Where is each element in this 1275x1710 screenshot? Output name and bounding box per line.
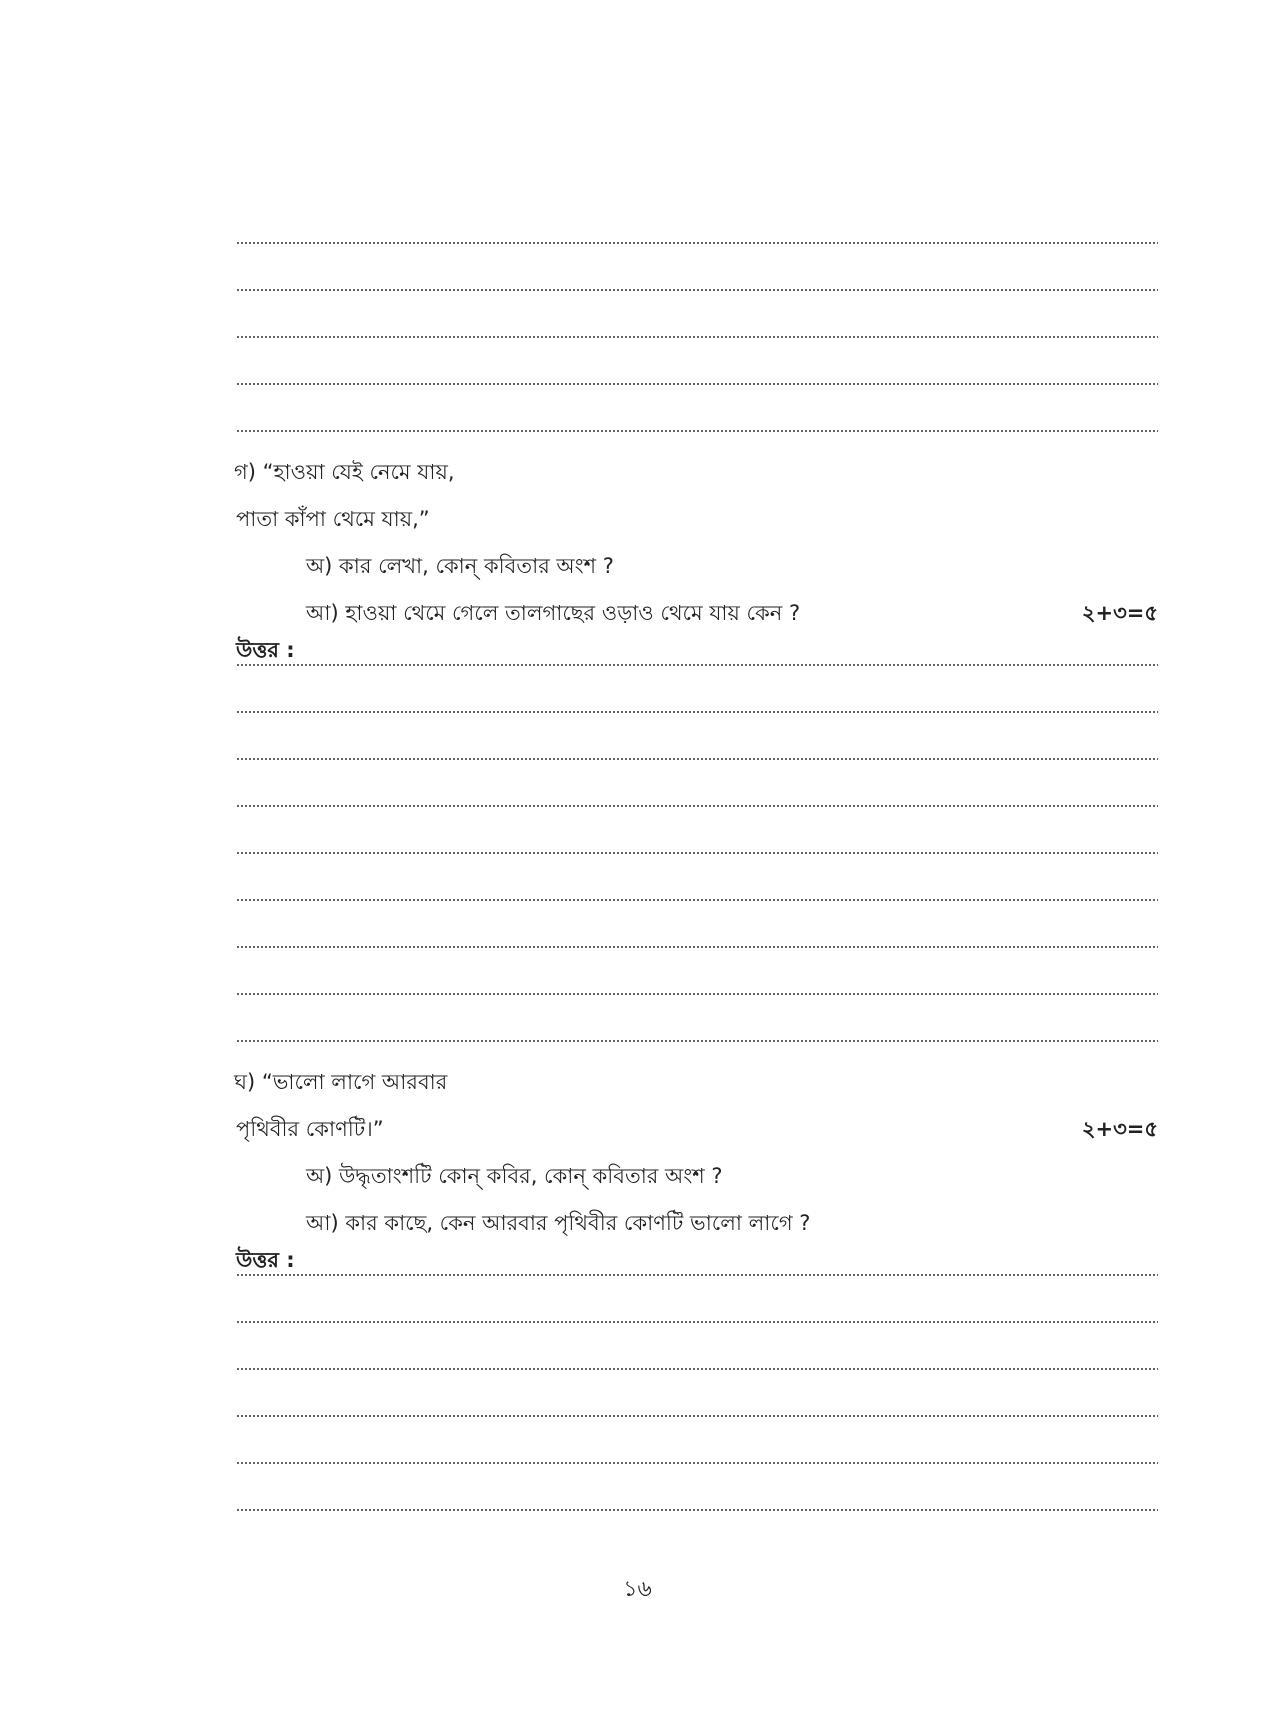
dotted-rule [236,805,1158,807]
question-gh-subquestion-a: অ) উদ্ধৃতাংশটি কোন্ কবির, কোন্ কবিতার অংশ ? [306,1164,723,1188]
question-g-subquestion-b: আ) হাওয়া থেমে গেলে তালগাছের ওড়াও থেমে যায় কেন ? [306,601,801,625]
question-gh-quote-line1: ঘ) “ভালো লাগে আরবার [234,1070,448,1094]
dotted-rule [236,946,1158,948]
dotted-rule [236,383,1158,385]
dotted-rule [236,289,1158,291]
dotted-rule [236,430,1158,432]
dotted-rule [236,852,1158,854]
dotted-rule [236,758,1158,760]
dotted-rule [236,1462,1158,1464]
question-g-marks: ২+৩=৫ [1081,601,1158,625]
answer-line[interactable] [236,251,1158,291]
answer-line[interactable] [236,861,1158,901]
question-gh-marks: ২+৩=৫ [1081,1117,1158,1141]
answer-line[interactable] [236,908,1158,948]
dotted-rule [236,1274,1158,1276]
answer-row-gh[interactable] [236,1236,1158,1276]
dotted-rule [236,336,1158,338]
dotted-rule [236,664,1158,666]
answer-line[interactable] [236,1471,1158,1511]
answer-line[interactable] [236,1002,1158,1042]
dotted-rule [236,1321,1158,1323]
answer-line[interactable] [236,1377,1158,1417]
dotted-rule [236,1040,1158,1042]
answer-line[interactable] [236,345,1158,385]
answer-line[interactable] [236,1424,1158,1464]
page-number: ১৬ [623,1577,652,1602]
answer-label: উত্তর : [236,636,301,664]
dotted-rule [236,1509,1158,1511]
question-g-quote-line2: পাতা কাঁপা থেমে যায়,” [236,507,430,531]
answer-line[interactable] [236,392,1158,432]
answer-line[interactable] [236,1283,1158,1323]
answer-line[interactable] [236,204,1158,244]
answer-row-g[interactable] [236,626,1158,666]
answer-line[interactable] [236,720,1158,760]
question-gh-quote-line2: পৃথিবীর কোণটি।” [236,1117,384,1141]
dotted-rule [236,899,1158,901]
answer-line[interactable] [236,1330,1158,1370]
answer-line[interactable] [236,814,1158,854]
question-g-quote-line1: গ) “হাওয়া যেই নেমে যায়, [234,460,455,484]
answer-line[interactable] [236,767,1158,807]
question-g-subquestion-a: অ) কার লেখা, কোন্ কবিতার অংশ ? [306,554,614,578]
dotted-rule [236,242,1158,244]
dotted-rule [236,1368,1158,1370]
answer-line[interactable] [236,673,1158,713]
dotted-rule [236,1415,1158,1417]
answer-line[interactable] [236,955,1158,995]
dotted-rule [236,711,1158,713]
answer-line[interactable] [236,298,1158,338]
dotted-rule [236,993,1158,995]
question-gh-subquestion-b: আ) কার কাছে, কেন আরবার পৃথিবীর কোণটি ভালো লাগে ? [306,1211,811,1235]
answer-label: উত্তর : [236,1246,301,1274]
